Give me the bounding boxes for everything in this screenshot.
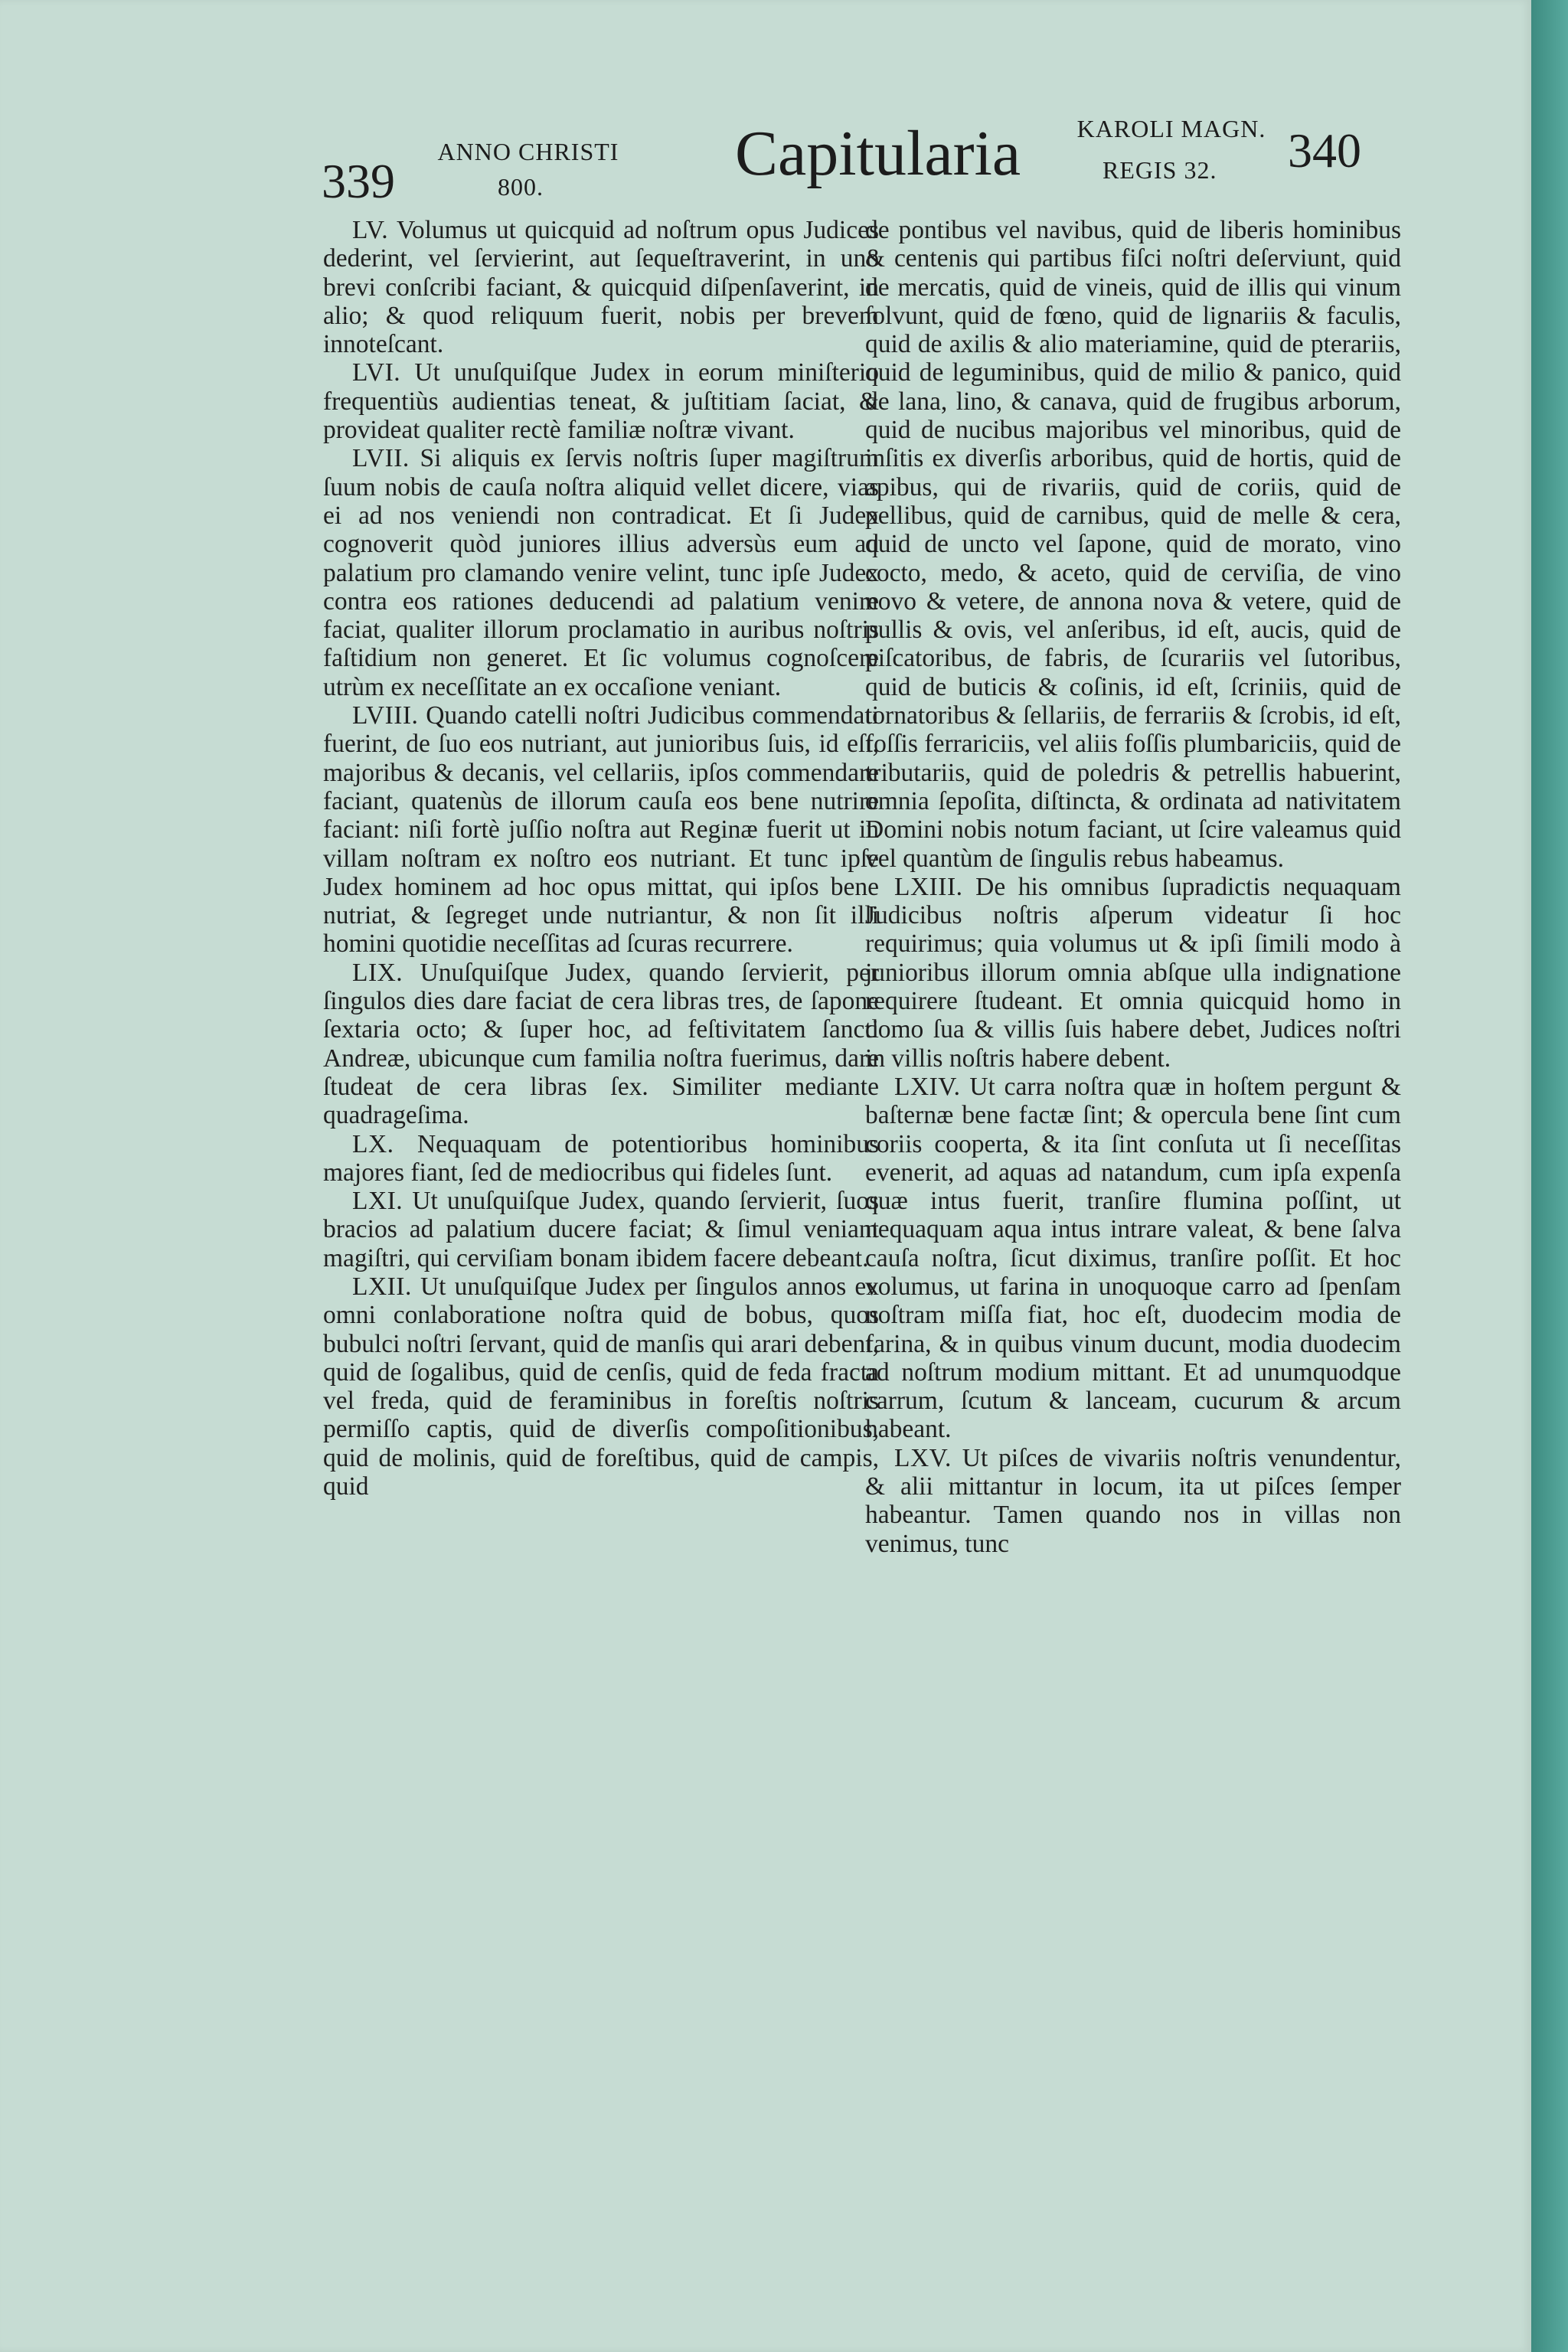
running-header [0, 0, 1531, 214]
chapter-text: Ut carra noſtra quæ in hoſtem pergunt & baſternæ bene factæ ſint; & opercula bene ſint cum coriis cooperta, & ita ſint conſuta ut ſi neceſſitas evenerit, ad aquas ad natandum, cum ipſa expenſa quæ intus fuerit, tranſire flumina poſſint, ut nequaquam aqua intus intrare valeat, & bene ſalva cauſa noſtra, ſicut diximus, tranſire poſſit. Et hoc volumus, ut farina in unoquoque carro ad ſpenſam noſtram miſſa fiat, hoc eſt, duodecim modia de farina, & in quibus vinum ducunt, modia duodecim ad noſtrum modium mittant. Et ad unumquodque carrum, ſcutum & lanceam, cucurum & arcum habeant. [865, 1072, 1402, 1444]
chapter-paragraph [865, 873, 1401, 1073]
chapter-paragraph [323, 1187, 879, 1272]
chapter-number: LXI. [352, 1187, 403, 1216]
chapter-text: Ut unuſquiſque Judex per ſingulos annos ex omni conlaboratione noſtra quid de bobus, quos bubulci noſtri ſervant, quid de manſis qui arari debent, quid de ſogalibus, quid de cenſis, quid de feda fracta vel freda, quid de feraminibus in foreſtis noſtris permiſſo captis, quid de diverſis compoſitionibus, quid de molinis, quid de foreſtibus, quid de campis, quid [323, 1272, 879, 1501]
chapter-text: De his omnibus ſupradictis nequaquam Judicibus noſtris aſperum videatur ſi hoc requirimus; quia volumus ut & ipſi ſimili modo à junioribus illorum omnia abſque ulla indignatione requirere ſtudeant. Et omnia quicquid homo in domo ſua & villis ſuis habere debet, Judices noſtri in villis noſtris habere debent. [865, 872, 1401, 1073]
header-regis: REGIS 32. [1102, 156, 1217, 184]
left-page-number: 339 [322, 154, 395, 208]
chapter-paragraph [323, 358, 879, 444]
chapter-number: LIX. [352, 958, 403, 987]
chapter-text: Nequaquam de potentioribus hominibus majores fiant, ſed de mediocribus qui fideles ſunt. [323, 1129, 879, 1187]
chapter-text: Unuſquiſque Judex, quando ſervierit, per ſingulos dies dare faciat de cera libras tres, de ſapone ſextaria octo; & ſuper hoc, ad feſtivitatem ſancti Andreæ, ubicunque cum familia noſtra fuerimus, dare ſtudeat de cera libras ſex. Similiter mediante quadrageſima. [323, 958, 880, 1130]
right-column [865, 216, 1401, 1558]
right-page-number: 340 [1288, 123, 1361, 178]
chapter-number: LV. [352, 216, 389, 244]
chapter-text: Volumus ut quicquid ad noſtrum opus Judices dederint, vel ſervierint, aut ſequeſtraverint, in uno brevi conſcribi faciant, & quicquid diſpenſaverint, in alio; & quod reliquum fuerit, nobis per brevem innoteſcant. [323, 216, 879, 359]
chapter-paragraph [323, 444, 879, 701]
header-karoli-magn: KAROLI MAGN. [1076, 115, 1266, 142]
chapter-number: LVIII. [352, 701, 419, 730]
chapter-number: LX. [352, 1129, 394, 1158]
chapter-paragraph [323, 1272, 879, 1501]
chapter-paragraph [865, 1073, 1401, 1444]
chapter-text: Ut piſces de vivariis noſtris venundentur, & alii mittantur in locum, ita ut piſces ſemper habeantur. Tamen quando nos in villas non venimus, tunc [865, 1443, 1401, 1558]
chapter-number: LXII. [352, 1272, 412, 1301]
chapter-paragraph [323, 1130, 879, 1187]
header-year: 800. [498, 173, 544, 201]
chapter-number: LVII. [352, 444, 410, 473]
chapter-text: Si aliquis ex ſervis noſtris ſuper magiſtrum ſuum nobis de cauſa noſtra aliquid vellet dicere, vias ei ad nos veniendi non contradicat. Et ſi Judex cognoverit quòd juniores illius adversùs eum ad palatium pro clamando venire velint, tunc ipſe Judex contra eos rationes deducendi ad palatium venire faciat, qualiter illorum proclamatio in auribus noſtris faſtidium non generet. Et ſic volumus cognoſcere utrùm ex neceſſitate an ex occaſione veniant. [323, 444, 879, 701]
continuation-text: de pontibus vel navibus, quid de liberis hominibus & centenis qui partibus fiſci noſtri deſerviunt, quid de mercatis, quid de vineis, quid de illis qui vinum ſolvunt, quid de fœno, quid de lignariis & faculis, quid de axilis & alio materiamine, quid de pterariis, quid de leguminibus, quid de milio & panico, quid de lana, lino, & canava, quid de frugibus arborum, quid de nucibus majoribus vel minoribus, quid de inſitis ex diverſis arboribus, quid de hortis, quid de apibus, qui de rivariis, quid de coriis, quid de pellibus, quid de carnibus, quid de melle & cera, quid de uncto vel ſapone, quid de morato, vino cocto, medo, & aceto, quid de cerviſia, de vino novo & vetere, de annona nova & vetere, quid de pullis & ovis, vel anſeribus, id eſt, aucis, quid de piſcatoribus, de fabris, de ſcurariis vel ſutoribus, quid de buticis & coſinis, id eſt, ſcriniis, quid de tornatoribus & ſellariis, de ferrariis & ſcrobis, id eſt, foſſis ferrariciis, vel aliis foſſis plumbariciis, quid de tributariis, quid de poledris & petrellis habuerint, omnia ſepoſita, diſtincta, & ordinata ad nativitatem Domini nobis notum faciant, ut ſcire valeamus quid vel quantùm de ſingulis rebus habeamus. [865, 216, 1401, 873]
left-column [323, 216, 879, 1501]
chapter-paragraph [323, 701, 879, 959]
chapter-text: Quando catelli noſtri Judicibus commendati fuerint, de ſuo eos nutriant, aut junioribus ſuis, id eſt, majoribus & decanis, vel cellariis, ipſos commendare faciant, quatenùs de illorum cauſa eos bene nutrire faciant: niſi fortè juſſio noſtra aut Reginæ fuerit ut in villam noſtram ex noſtro eos nutriant. Et tunc ipſe Judex hominem ad hoc opus mittat, qui ipſos bene nutriat, & ſegreget unde nutriantur, & non ſit illi homini quotidie neceſſitas ad ſcuras recurrere. [323, 701, 880, 959]
chapter-text: Ut unuſquiſque Judex, quando ſervierit, ſuos bracios ad palatium ducere faciat; & ſimul veniant magiſtri, qui cerviſiam bonam ibidem facere debeant. [323, 1187, 879, 1272]
chapter-number: LXIV. [894, 1072, 961, 1101]
chapter-number: LXV. [894, 1443, 952, 1472]
chapter-paragraph [323, 216, 879, 358]
page-edge-background [1531, 0, 1568, 2352]
chapter-paragraph [865, 1444, 1401, 1558]
page-title: Capitularia [735, 118, 1021, 189]
header-anno-christi: ANNO CHRISTI [437, 138, 619, 165]
chapter-number: LXIII. [894, 872, 963, 901]
chapter-number: LVI. [352, 358, 401, 387]
chapter-text: Ut unuſquiſque Judex in eorum miniſterio frequentiùs audientias teneat, & juſtitiam ſaciat, & provideat qualiter rectè familiæ noſtræ vivant. [323, 358, 879, 445]
chapter-paragraph [323, 959, 879, 1130]
